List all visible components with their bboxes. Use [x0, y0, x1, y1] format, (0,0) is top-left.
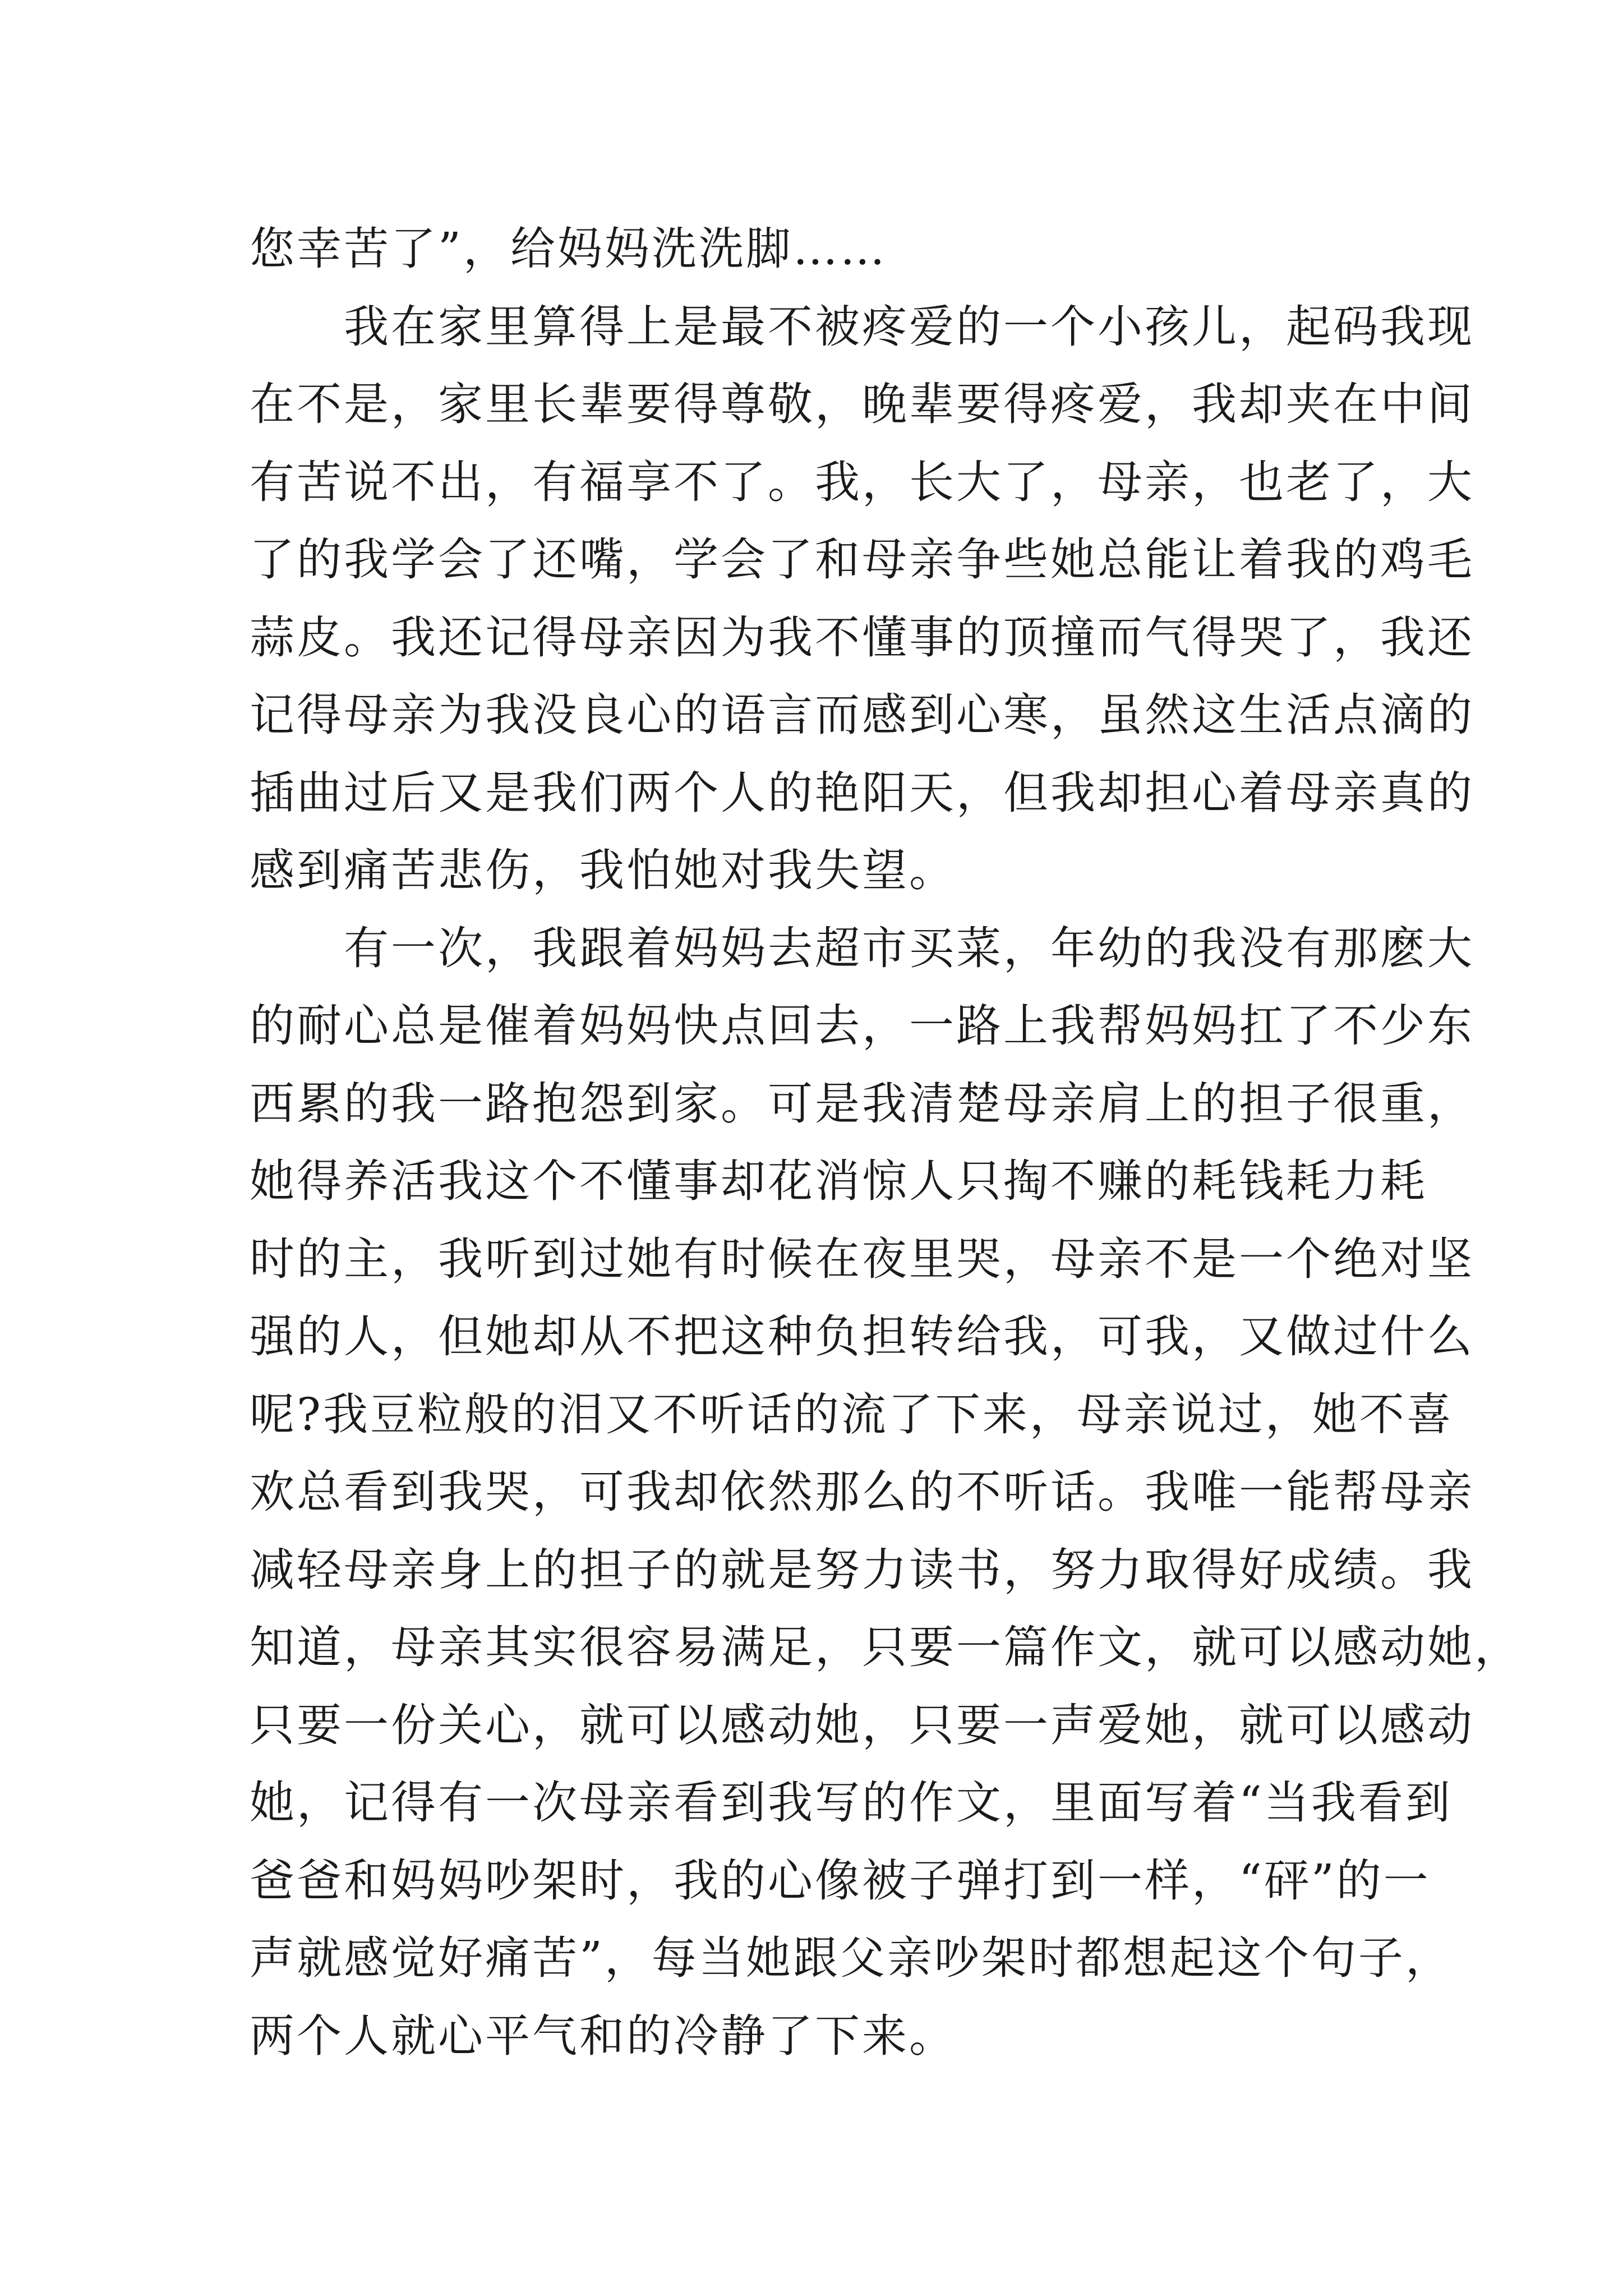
text-line: 蒜皮。我还记得母亲因为我不懂事的顶撞而气得哭了，我还 [250, 611, 1474, 664]
body-text [250, 210, 1521, 2075]
text-line: 两个人就心平气和的冷静了下来。 [250, 2009, 956, 2062]
text-line: 记得母亲为我没良心的语言而感到心寒，虽然这生活点滴的 [250, 689, 1474, 741]
text-line: 她，记得有一次母亲看到我写的作文，里面写着“当我看到 [250, 1777, 1453, 1829]
text-line: 的耐心总是催着妈妈快点回去，一路上我帮妈妈扛了不少东 [250, 1000, 1474, 1052]
text-line: 您幸苦了”，给妈妈洗洗脚…… [250, 223, 887, 275]
text-line: 强的人，但她却从不把这种负担转给我，可我，又做过什么 [250, 1310, 1474, 1363]
text-line: 声就感觉好痛苦”，每当她跟父亲吵架时都想起这个句子， [250, 1932, 1453, 1984]
text-line: 爸爸和妈妈吵架时，我的心像被子弹打到一样，“砰”的一 [250, 1854, 1431, 1907]
text-line: 插曲过后又是我们两个人的艳阳天，但我却担心着母亲真的 [250, 766, 1474, 819]
text-line: 知道，母亲其实很容易满足，只要一篇作文，就可以感动她， [250, 1621, 1521, 1673]
text-line: 了的我学会了还嘴，学会了和母亲争些她总能让着我的鸡毛 [250, 533, 1474, 586]
text-line: 呢?我豆粒般的泪又不听话的流了下来，母亲说过，她不喜 [250, 1388, 1454, 1441]
text-line: 减轻母亲身上的担子的就是努力读书，努力取得好成绩。我 [250, 1543, 1474, 1596]
text-line: 我在家里算得上是最不被疼爱的一个小孩儿，起码我现 [344, 300, 1474, 353]
text-line: 只要一份关心，就可以感动她，只要一声爱她，就可以感动 [250, 1699, 1474, 1751]
text-line: 西累的我一路抱怨到家。可是我清楚母亲肩上的担子很重， [250, 1077, 1474, 1130]
text-line: 时的主，我听到过她有时候在夜里哭，母亲不是一个绝对坚 [250, 1232, 1474, 1285]
text-line: 感到痛苦悲伤，我怕她对我失望。 [250, 844, 956, 896]
text-line: 在不是，家里长辈要得尊敬，晚辈要得疼爱，我却夹在中间 [250, 378, 1474, 430]
text-line: 她得养活我这个不懂事却花消惊人只掏不赚的耗钱耗力耗 [250, 1155, 1427, 1207]
text-line: 有苦说不出，有福享不了。我，长大了，母亲，也老了，大 [250, 455, 1474, 508]
text-line: 欢总看到我哭，可我却依然那么的不听话。我唯一能帮母亲 [250, 1466, 1474, 1518]
text-line: 有一次，我跟着妈妈去超市买菜，年幼的我没有那麽大 [344, 922, 1474, 974]
